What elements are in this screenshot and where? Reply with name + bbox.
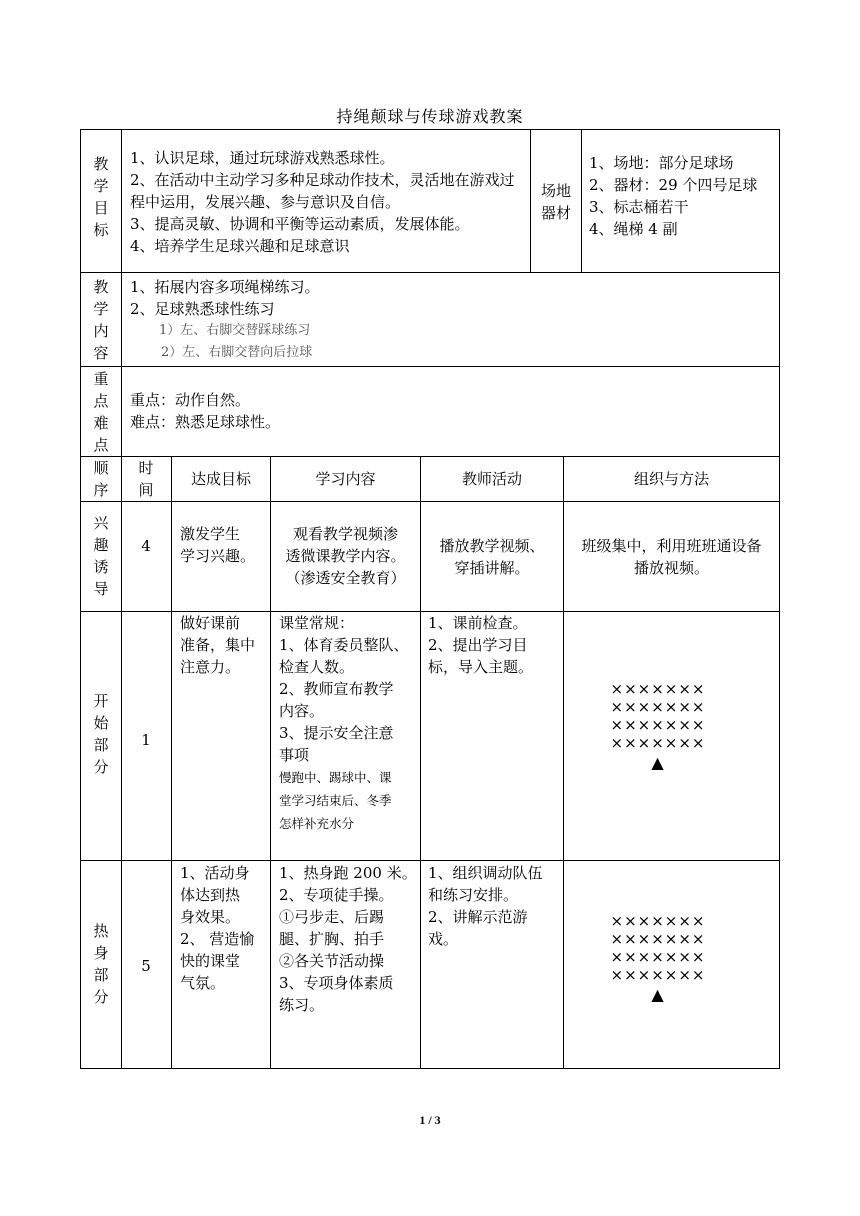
study-text: 1、热身跑 200 米。 2、专项徒手操。 ①弓步走、后踢 腿、扩胸、拍手 ②各关节活动操 3、专项身体素质 练习。 bbox=[279, 864, 417, 1014]
venue-list bbox=[589, 152, 779, 240]
header-goal: 达成目标 bbox=[190, 470, 251, 488]
teacher-text: 1、组织调动队伍 和练习安排。 2、讲解示范游 戏。 bbox=[428, 864, 543, 948]
teacher-position-icon: ▲ bbox=[651, 753, 665, 772]
page-number: 1 / 3 bbox=[419, 1113, 441, 1127]
study-text: 课堂常规： 1、体育委员整队、 检查人数。 2、教师宣布教学 内容。 3、提示安全注意 事项 慢跑中、踢球中、课 堂学习结束后、冬季 怎样补充水分 bbox=[279, 614, 409, 831]
venue-item: 1、场地：部分足球场 bbox=[589, 154, 734, 172]
student-formation: ××××××× ××××××× ××××××× ××××××× bbox=[610, 912, 706, 984]
goal-item: 3、提高灵敏、协调和平衡等运动素质，发展体能。 bbox=[130, 215, 470, 233]
time-value: 1 bbox=[141, 731, 151, 749]
content-subline: 1）左、右脚交替踩球练习 bbox=[159, 323, 311, 338]
time-value: 4 bbox=[141, 537, 151, 555]
teacher-text: 1、课前检查。 2、提出学习目 标，导入主题。 bbox=[428, 614, 534, 676]
header-teacher: 教师活动 bbox=[461, 470, 522, 488]
keypoint-line: 难点：熟悉足球球性。 bbox=[130, 413, 281, 431]
goals-list bbox=[130, 147, 525, 257]
venue-label: 场地 器材 bbox=[540, 182, 571, 222]
header-org: 组织与方法 bbox=[633, 470, 709, 488]
stage-label: 开 始 部 分 bbox=[93, 692, 109, 776]
header-time: 时 间 bbox=[138, 459, 154, 499]
study-text: 观看教学视频渗 透微课教学内容。 （渗透安全教育） bbox=[285, 525, 406, 587]
venue-item: 3、标志桶若干 bbox=[589, 198, 689, 216]
goals-label: 教 学 目 标 bbox=[93, 155, 109, 239]
content-line: 1、拓展内容多项绳梯练习。 bbox=[130, 278, 320, 296]
goal-item: 2、在活动中主动学习多种足球动作技术，灵活地在游戏过程中运用，发展兴趣、参与意识及自信。 bbox=[130, 171, 515, 211]
header-order: 顺 序 bbox=[93, 459, 109, 499]
teacher-text: 播放教学视频、 穿插讲解。 bbox=[439, 537, 545, 577]
stage-label: 热 身 部 分 bbox=[93, 922, 109, 1006]
goal-text: 激发学生 学习兴趣。 bbox=[180, 525, 256, 565]
header-study: 学习内容 bbox=[315, 470, 376, 488]
venue-item: 2、器材：29 个四号足球 bbox=[589, 176, 758, 194]
student-formation: ××××××× ××××××× ××××××× ××××××× bbox=[610, 680, 706, 752]
document-title: 持绳颠球与传球游戏教案 bbox=[336, 107, 524, 126]
keypoints-label: 重 点 难 点 bbox=[93, 370, 109, 454]
goal-text: 1、活动身 体达到热 身效果。 2、 营造愉 快的课堂 气氛。 bbox=[180, 864, 255, 992]
content-line: 2、足球熟悉球性练习 bbox=[130, 300, 275, 318]
keypoint-line: 重点：动作自然。 bbox=[130, 391, 251, 409]
goal-item: 1、认识足球，通过玩球游戏熟悉球性。 bbox=[130, 149, 395, 167]
goal-item: 4、培养学生足球兴趣和足球意识 bbox=[130, 237, 350, 255]
org-text: 班级集中，利用班班通设备 播放视频。 bbox=[581, 537, 762, 577]
content-label: 教 学 内 容 bbox=[93, 278, 109, 362]
content-list bbox=[130, 276, 770, 364]
time-value: 5 bbox=[141, 957, 151, 975]
teacher-position-icon: ▲ bbox=[651, 985, 665, 1004]
stage-label: 兴 趣 诱 导 bbox=[93, 514, 109, 598]
venue-item: 4、绳梯 4 副 bbox=[589, 220, 678, 238]
goal-text: 做好课前 准备，集中 注意力。 bbox=[180, 614, 256, 676]
content-subline: 2）左、右脚交替向后拉球 bbox=[161, 345, 313, 360]
keypoints-list bbox=[130, 389, 770, 433]
